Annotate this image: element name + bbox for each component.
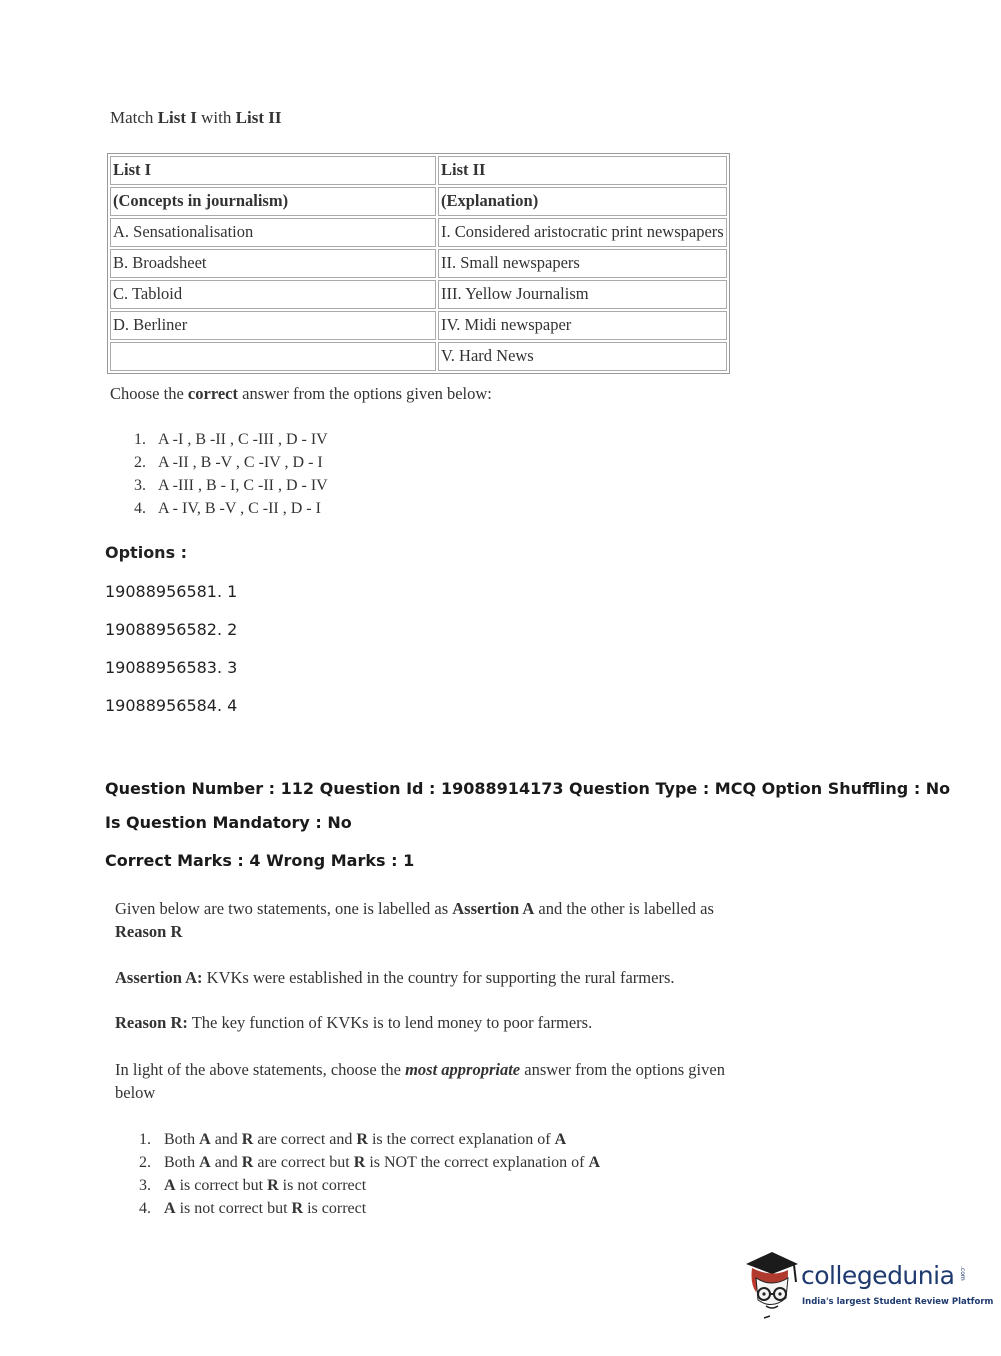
mascot-icon bbox=[742, 1248, 800, 1320]
table-cell: V. Hard News bbox=[438, 342, 727, 371]
table-row bbox=[110, 280, 727, 309]
assertion-intro: Given below are two statements, one is labelled as Assertion A and the other is labelled as bbox=[115, 899, 714, 918]
table-cell bbox=[110, 342, 436, 371]
logo-tagline: India's largest Student Review Platform bbox=[802, 1297, 994, 1307]
table-cell: D. Berliner bbox=[110, 311, 436, 340]
option-id-line: 19088956582. 2 bbox=[105, 620, 238, 639]
question-mandatory-line: Is Question Mandatory : No bbox=[105, 813, 352, 832]
table-cell: III. Yellow Journalism bbox=[438, 280, 727, 309]
instruction-line-cont: below bbox=[115, 1083, 156, 1102]
answer-list-2 bbox=[139, 1128, 600, 1220]
list-item: 1. A -I , B -II , C -III , D - IV bbox=[134, 431, 328, 448]
list-item: 3. A is correct but R is not correct bbox=[139, 1177, 367, 1194]
table-header-row bbox=[110, 187, 727, 216]
table-cell: II. Small newspapers bbox=[438, 249, 727, 278]
assertion-intro-cont: Reason R bbox=[115, 922, 183, 941]
assertion-statement: Assertion A: KVKs were established in the country for supporting the rural farmers. bbox=[115, 968, 675, 987]
option-id-line: 19088956581. 1 bbox=[105, 582, 238, 601]
collegedunia-logo[interactable] bbox=[742, 1248, 994, 1320]
table-row bbox=[110, 311, 727, 340]
table-cell: IV. Midi newspaper bbox=[438, 311, 727, 340]
table-cell: I. Considered aristocratic print newspapers bbox=[438, 218, 727, 247]
list-item: 4. A - IV, B -V , C -II , D - I bbox=[134, 500, 321, 517]
list-item: 2. A -II , B -V , C -IV , D - I bbox=[134, 454, 323, 471]
table-header-cell: List I bbox=[110, 156, 436, 185]
table-header-cell: (Concepts in journalism) bbox=[110, 187, 436, 216]
table-row bbox=[110, 249, 727, 278]
list-item: 2. Both A and R are correct but R is NOT the correct explanation of A bbox=[139, 1154, 601, 1171]
question-meta-line: Question Number : 112 Question Id : 19088914173 Question Type : MCQ Option Shuffling : No bbox=[105, 779, 951, 798]
list-item: 3. A -III , B - I, C -II , D - IV bbox=[134, 477, 328, 494]
choose-instruction: Choose the correct answer from the options given below: bbox=[110, 384, 492, 403]
table-cell: B. Broadsheet bbox=[110, 249, 436, 278]
match-table bbox=[107, 153, 730, 374]
table-header-row bbox=[110, 156, 727, 185]
logo-wordmark: collegedunia bbox=[801, 1261, 955, 1290]
logo-domain: .com bbox=[959, 1266, 966, 1281]
table-header-cell: (Explanation) bbox=[438, 187, 727, 216]
list-item: 4. A is not correct but R is correct bbox=[139, 1200, 367, 1217]
table-cell: C. Tabloid bbox=[110, 280, 436, 309]
reason-statement: Reason R: The key function of KVKs is to lend money to poor farmers. bbox=[115, 1013, 593, 1032]
table-cell: A. Sensationalisation bbox=[110, 218, 436, 247]
table-row bbox=[110, 342, 727, 371]
instruction-line: In light of the above statements, choose the most appropriate answer from the options given bbox=[115, 1060, 725, 1079]
option-id-line: 19088956584. 4 bbox=[105, 696, 238, 715]
option-id-line: 19088956583. 3 bbox=[105, 658, 238, 677]
marks-line: Correct Marks : 4 Wrong Marks : 1 bbox=[105, 851, 415, 870]
list-item: 1. Both A and R are correct and R is the correct explanation of A bbox=[139, 1131, 567, 1148]
question-prompt: Match List I with List II bbox=[110, 108, 282, 127]
answer-list bbox=[134, 428, 328, 520]
options-label: Options : bbox=[105, 543, 188, 562]
table-row bbox=[110, 218, 727, 247]
table-header-cell: List II bbox=[438, 156, 727, 185]
